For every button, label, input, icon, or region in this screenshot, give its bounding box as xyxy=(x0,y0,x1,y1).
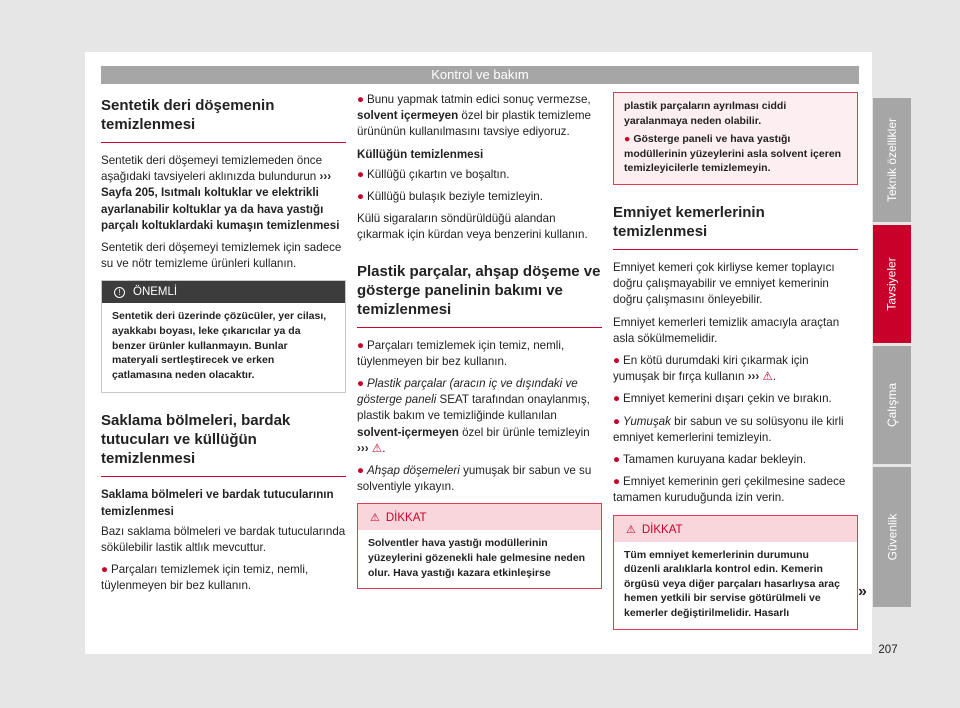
subheading: Saklama bölmeleri ve bardak tutucularının temizlenmesi xyxy=(101,488,334,518)
warning-body: Solventler hava yastığı modüllerinin yüzeylerini gözenekli hale gelmesine neden olur. Hava yastığı kazara etkinleşirse xyxy=(358,530,601,588)
text: Parçaları temizlemek için temiz, nemli, tüylenmeyen bir bez kullanın. xyxy=(101,563,309,593)
chapter-header: Kontrol ve bakım xyxy=(101,66,859,84)
paragraph: Emniyet kemerleri temizlik amacıyla araçtan asla sökülmemelidir. xyxy=(613,315,840,345)
warning-box xyxy=(613,515,858,630)
text: Plastik parçalar (aracın iç ve dışındaki ve gösterge paneli xyxy=(357,377,578,407)
reference-arrow[interactable]: ››› xyxy=(357,441,369,455)
text: Tamamen kuruyana kadar bekleyin. xyxy=(623,453,807,466)
warning-label: DİKKAT xyxy=(385,512,427,525)
bullet-item: ● En kötü durumdaki kiri çıkarmak için yumuşak bir fırça kullanın ››› ⚠. xyxy=(613,353,809,384)
bullet-icon: ● xyxy=(357,377,365,391)
page-reference-link[interactable]: ››› Sayfa 205, Isıtmalı koltuklar ve elektrikli ayarlanabilir koltuklar ya da hava yastığı parçalı koltuklardaki kumaşın temizlenmesi xyxy=(101,170,340,232)
bullet-icon: ● xyxy=(613,392,621,406)
section-title-storage: Saklama bölmeleri, bardak tutucuları ve küllüğün temizlenmesi xyxy=(101,407,346,477)
bullet-icon: ● xyxy=(357,167,365,181)
warning-body: Tüm emniyet kemerlerinin durumunu düzenli aralıklarla kontrol edin. Kemerin örgüsü veya diğer parçaları hasarlıysa araç hemen yetkili bir servise götürülmeli ve kemerler değiştirilmelidir. Hasarlı xyxy=(614,542,857,629)
note-label: ÖNEMLİ xyxy=(133,286,178,299)
text: Yumuşak xyxy=(623,414,671,428)
text: Ahşap döşemeleri xyxy=(367,464,460,478)
important-note xyxy=(101,280,346,393)
text: Gösterge paneli ve hava yastığı modüllerinin yüzeylerini asla solvent içeren temizleyicilerle temizlemeyin. xyxy=(624,133,842,175)
bullet-icon: ● xyxy=(357,93,365,106)
column-1 xyxy=(101,92,346,601)
text: yumuşak bir sabun ve su solventiyle yıkayın. xyxy=(357,464,592,494)
warning-header xyxy=(358,504,601,530)
section-title-synthetic-leather: Sentetik deri döşemenin temizlenmesi xyxy=(101,92,346,143)
text: Sentetik deri döşemeyi temizlemeden önce aşağıdaki tavsiyeleri aklınızda bulundurun xyxy=(101,154,323,184)
paragraph: Emniyet kemeri çok kirliyse kemer toplayıcı doğru çalışmayabilir ve emniyet kemerinin doğru çalışmasını önleyebilir. xyxy=(613,260,835,307)
bullet-icon: ● xyxy=(613,414,621,428)
bullet-item: ● Plastik parçalar (aracın iç ve dışındaki ve gösterge paneli SEAT tarafından onaylanmış, plastik bakım ve temizliğinde kullanılan solvent-içermeyen özel bir ürünle temizleyin ››› ⚠. xyxy=(357,377,590,455)
tab-label: Güvenlik xyxy=(885,513,899,561)
bullet-item xyxy=(613,391,858,407)
text: Bunu yapmak tatmin edici sonuç vermezse, xyxy=(367,93,591,106)
bullet-item xyxy=(613,414,858,446)
warning-header xyxy=(614,516,857,542)
text: bir sabun ve su solüsyonu ile kirli emniyet kemerlerini temizleyin. xyxy=(613,414,844,444)
note-header xyxy=(102,281,345,303)
warning-box xyxy=(357,503,602,589)
text: Küllüğü bulaşık beziyle temizleyin. xyxy=(367,190,543,204)
reference-arrow[interactable]: ››› xyxy=(747,370,760,384)
text: Küllüğü çıkartın ve boşaltın. xyxy=(367,167,510,181)
text: Emniyet kemerinin geri çekilmesine sadece tamamen kuruduğunda izin verin. xyxy=(613,475,846,505)
tab-label: Tavsiyeler xyxy=(885,257,900,311)
paragraph: Külü sigaraların söndürüldüğü alandan çıkarmak için kürdan veya benzerini kullanın. xyxy=(357,212,588,242)
bullet-icon: ● xyxy=(101,563,109,577)
tab-teknik-ozellikler[interactable] xyxy=(873,98,911,222)
text: SEAT tarafından onaylanmış, plastik bakım ve temizliğinde kullanılan xyxy=(357,393,590,423)
bullet-item xyxy=(613,474,858,506)
tab-tavsiyeler[interactable] xyxy=(873,225,911,343)
info-icon: ! xyxy=(114,287,125,298)
bullet-icon: ● xyxy=(624,133,631,146)
warning-triangle-icon: ⚠ xyxy=(626,523,636,536)
tab-label: Çalışma xyxy=(885,382,900,428)
bullet-icon: ● xyxy=(613,453,621,466)
warning-body xyxy=(614,93,857,184)
bullet-item xyxy=(357,189,602,205)
note-body: Sentetik deri üzerinde çözücüler, yer cilası, ayakkabı boyası, leke çıkarıcılar ya da benzer ürünler kullanmayın. Bunlar materyali sertleştirecek ve erken çatlamasına neden olacaktır. xyxy=(112,310,327,381)
section-title-seat-belts: Emniyet kemerlerinin temizlenmesi xyxy=(613,199,858,250)
warning-triangle-icon: ⚠ xyxy=(371,441,383,455)
bullet-item xyxy=(357,338,602,370)
warning-triangle-icon: ⚠ xyxy=(762,370,773,384)
tab-calisma[interactable] xyxy=(873,346,911,464)
section-title-plastic-parts: Plastik parçalar, ahşap döşeme ve gösterge panelinin bakımı ve temizlenmesi xyxy=(357,258,602,328)
page-number: 207 xyxy=(878,644,898,656)
paragraph xyxy=(101,153,346,234)
warning-box-continued xyxy=(613,92,858,185)
continue-arrow-icon: » xyxy=(858,583,867,600)
text: plastik parçaların ayrılması ciddi yaralanmaya neden olabilir. xyxy=(624,100,787,127)
bullet-item xyxy=(357,463,602,495)
bullet-item xyxy=(624,132,847,176)
text: Emniyet kemerini dışarı çekin ve bırakın. xyxy=(623,392,832,406)
subheading: Küllüğün temizlenmesi xyxy=(357,147,484,161)
bullet-icon: ● xyxy=(357,338,365,352)
text: özel bir plastik temizleme ürününün kullanılmasını tavsiye ediyoruz. xyxy=(357,109,591,139)
text: solvent içermeyen xyxy=(357,109,459,123)
bullet-item xyxy=(101,562,346,594)
bullet-item xyxy=(613,452,858,468)
bullet-icon: ● xyxy=(613,353,621,367)
column-2 xyxy=(357,92,602,595)
bullet-icon: ● xyxy=(613,475,621,489)
text: En kötü durumdaki kiri çıkarmak için yumuşak bir fırça kullanın xyxy=(613,353,809,384)
text: özel bir ürünle temizleyin xyxy=(462,425,590,439)
column-3 xyxy=(613,92,858,636)
text: solvent-içermeyen xyxy=(357,425,459,439)
paragraph: Sentetik deri döşemeyi temizlemek için sadece su ve nötr temizleme ürünleri kullanın. xyxy=(101,241,342,271)
warning-label: DİKKAT xyxy=(641,523,683,536)
tab-guvenlik[interactable] xyxy=(873,467,911,607)
bullet-item xyxy=(357,92,602,141)
bullet-icon: ● xyxy=(357,464,365,478)
paragraph: Bazı saklama bölmeleri ve bardak tutucularında sökülebilir lastik altlık mevcuttur. xyxy=(101,524,346,554)
bullet-item xyxy=(357,167,602,183)
tab-label: Teknik özellikler xyxy=(885,117,899,203)
side-tabs xyxy=(873,98,911,610)
text: Parçaları temizlemek için temiz, nemli, tüylenmeyen bir bez kullanın. xyxy=(357,338,565,368)
bullet-icon: ● xyxy=(357,190,365,204)
warning-triangle-icon: ⚠ xyxy=(370,512,380,525)
